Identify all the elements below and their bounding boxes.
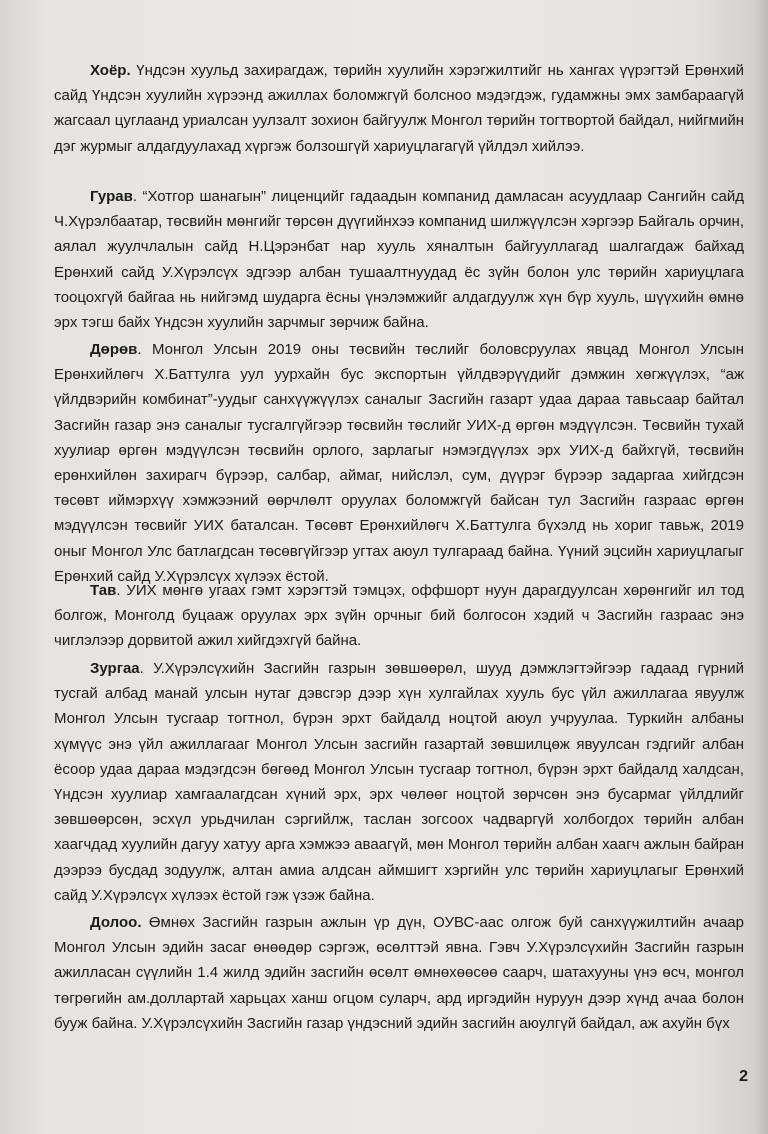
paragraph-zurgaa <box>54 656 744 908</box>
page-number: 2 <box>739 1068 748 1085</box>
paragraph-text: . УИХ мөнгө угаах гэмт хэрэгтэй тэмцэх, оффшорт нуун дарагдуулсан хөрөнгийг ил тод болгож, Монголд буцааж оруулах эрх зүйн орчныг бий болгосон хэдий ч Засгийн газраас энэ чиглэлээр дорвитой ажил хийгдэхгүй байна. <box>54 582 744 650</box>
paragraph-lead: Долоо. <box>90 914 142 931</box>
paragraph-gurav <box>54 184 744 335</box>
paragraph-lead: Хоёр. <box>90 62 131 79</box>
paragraph-lead: Гурав <box>90 188 133 205</box>
paragraph-text: Өмнөх Засгийн газрын ажлын үр дүн, ОУВС-аас олгож буй санхүүжилтийн ачаар Монгол Улсын эдийн засаг өнөөдөр сэргэж, өсөлттэй явна. Гэвч У.Хүрэлсүхийн Засгийн газрын ажилласан сүүлийн 1.4 жилд эдийн засгийн өсөлт өмнөхөөсөө саарч, шатахууны үнэ өсч, монгол төгрөгийн ам.доллартай харьцах ханш огцом суларч, ард иргэдийн нуруун дээр хүнд ачаа болон бууж байна. У.Хүрэлсүхийн Засгийн газар үндэсний эдийн засгийн аюулгүй байдал, аж ахуйн бүх <box>54 914 744 1032</box>
paragraph-lead: Дөрөв <box>90 341 138 358</box>
paragraph-text: Үндсэн хуульд захирагдаж, төрийн хуулийн хэрэгжилтийг нь хангах үүрэгтэй Ерөнхий сайд Үндсэн хуулийн хүрээнд ажиллах боломжгүй болсноо мэдэгдэж, гудамжны эмх замбараагүй жагсаал цуглаанд уриалсан уулзалт зохион байгуулж Монгол төрийн тогтвортой байдал, нийгмийн дэг журмыг алдагдуулахад хүргэж болзошгүй хариуцлагагүй үйлдэл хийлээ. <box>54 62 744 155</box>
paragraph-dorov <box>54 337 744 589</box>
paragraph-text: . У.Хүрэлсүхийн Засгийн газрын зөвшөөрөл, шууд дэмжлэгтэйгээр гадаад гүрний тусгай албад манай улсын нутаг дэвсгэр дээр хүн хулгайлах хууль бус үйл ажиллагаа явуулж Монгол Улсын тусгаар тогтнол, бүрэн эрхт байдалд ноцтой аюул учруулаа. Туркийн албаны хүмүүс энэ үйл ажиллагааг Монгол Улсын засгийн газартай зөвшилцөж явуулсан гэдгийг албан ёсоор удаа дараа мэдэгдсэн бөгөөд Монгол Улсын тусгаар тогтнол, бүрэн эрхт байдалд халдсан, Үндсэн хуулиар хамгаалагдсан хүний эрх, эрх чөлөөг ноцтой зөрчсөн энэ бусармаг үйлдлийг зөвшөөрсөн, эсхүл урьдчилан сэргийлж, таслан зогсоох чадваргүй холбогдох төрийн албан хаагчдад хуулийн дагуу хатуу арга хэмжээ аваагүй, мөн Монгол төрийн албан хаагч ажлын байран дээрээ бусдад зодуулж, алтан амиа алдсан аймшигт хэргийн улс төрийн хариуцлагыг Ерөнхий сайд У.Хүрэлсүх хүлээх ёстой гэж үзэж байна. <box>54 660 744 904</box>
paragraph-doloo <box>54 910 744 1036</box>
paragraph-tav <box>54 578 744 654</box>
paragraph-lead: Тав <box>90 582 117 599</box>
paragraph-text: . “Хотгор шанагын” лиценцийг гадаадын компанид дамласан асуудлаар Сангийн сайд Ч.Хүрэлбаатар, төсвийн мөнгийг төрсөн дүүгийнхээ компанид шилжүүлсэн хэргээр Байгаль орчин, аялал жуулчлалын сайд Н.Цэрэнбат нар хууль хяналтын байгууллагад шалгагдаж байхад Ерөнхий сайд У.Хүрэлсүх эдгээр албан тушаалтнуудад ёс зүйн болон улс төрийн хариуцлага тооцохгүй байгаа нь нийгэмд шударга ёсны үнэлэмжийг алдагдуулж хүн бүр хууль, шүүхийн өмнө эрх тэгш байх Үндсэн хуулийн зарчмыг зөрчиж байна. <box>54 188 744 332</box>
page-edge-shadow <box>754 0 768 1134</box>
paragraph-text: . Монгол Улсын 2019 оны төсвийн төслийг боловсруулах явцад Монгол Улсын Ерөнхийлөгч Х.Баттулга уул уурхайн бус экспортын үйлдвэрүүдийг дэмжин хөгжүүлэх, “аж үйлдвэрийн комбинат”-уудыг санхүүжүүлэх саналыг Засгийн газарт удаа дараа тавьсаар байтал Засгийн газар энэ саналыг тусгалгүйгээр төсвийн төслийг УИХ-д өргөн мэдүүлсэн. Төсвийн тухай хуулиар өргөн мэдүүлсэн төсвийн орлого, зарлагыг нэмэгдүүлэх эрх УИХ-д байхгүй, төсвийн ерөнхийлөн захирагч бүрээр, салбар, аймаг, нийслэл, сум, дүүрэг бүрээр задаргаа хийгдсэн төсөвт иймэрхүү хэмжээний өөрчлөлт оруулах боломжгүй байсан тул Засгийн газраас өргөн мэдүүлсэн төсвийг УИХ баталсан. Төсөвт Ерөнхийлөгч Х.Баттулга бүхэлд нь хориг тавьж, 2019 оныг Монгол Улс батлагдсан төсөвгүйгээр угтах аюул тулгараад байна. Үүний эцсийн хариуцлагыг Ерөнхий сайд У.Хүрэлсүх хүлээх ёстой. <box>54 341 744 585</box>
paragraph-hoer <box>54 58 744 159</box>
paragraph-lead: Зургаа <box>90 660 140 677</box>
